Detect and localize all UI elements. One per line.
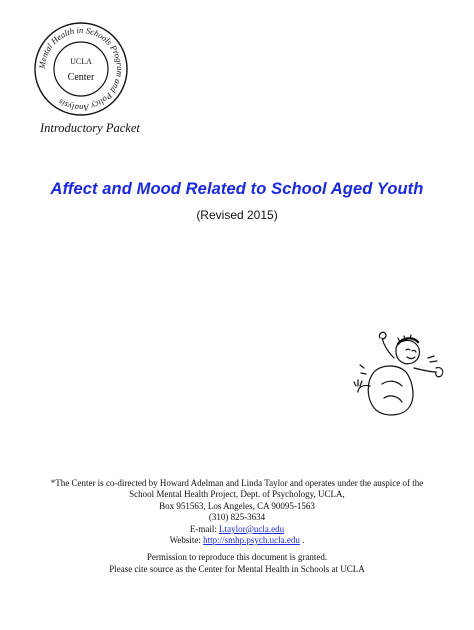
introductory-packet-label: Introductory Packet (40, 121, 140, 135)
seal-center-text: Center (67, 72, 95, 83)
ucla-center-seal-logo (30, 18, 132, 120)
contact-information-block (0, 478, 474, 575)
email-line (0, 524, 474, 535)
website-line (0, 535, 474, 546)
email-link[interactable]: Ltaylor@ucla.edu (219, 523, 285, 534)
cartoon-person-illustration (352, 328, 446, 416)
website-link[interactable]: http://smhp.psych.ucla.edu (203, 535, 300, 546)
website-suffix: . (302, 535, 305, 546)
revision-note: (Revised 2015) (196, 208, 278, 222)
phone-number: (310) 825-3634 (208, 512, 266, 523)
mailing-address: Box 951563, Los Angeles, CA 90095-1563 (159, 500, 315, 511)
citation-statement: Please cite source as the Center for Mental Health in Schools at UCLA (109, 563, 365, 574)
seal-ucla-text: UCLA (70, 57, 92, 66)
page-title: Affect and Mood Related to School Aged Youth (50, 180, 424, 198)
co-director-statement: *The Center is co-directed by Howard Adelman and Linda Taylor and operates under the auspice of the (50, 478, 424, 488)
website-label: Website: (169, 535, 201, 546)
seal-ring-text: Mental Health in Schools Program and Policy Analysis (36, 24, 126, 114)
project-department: School Mental Health Project, Dept. of Psychology, UCLA, (129, 489, 345, 500)
permission-statement: Permission to reproduce this document is granted. (146, 552, 328, 563)
email-label: E-mail: (189, 523, 217, 534)
